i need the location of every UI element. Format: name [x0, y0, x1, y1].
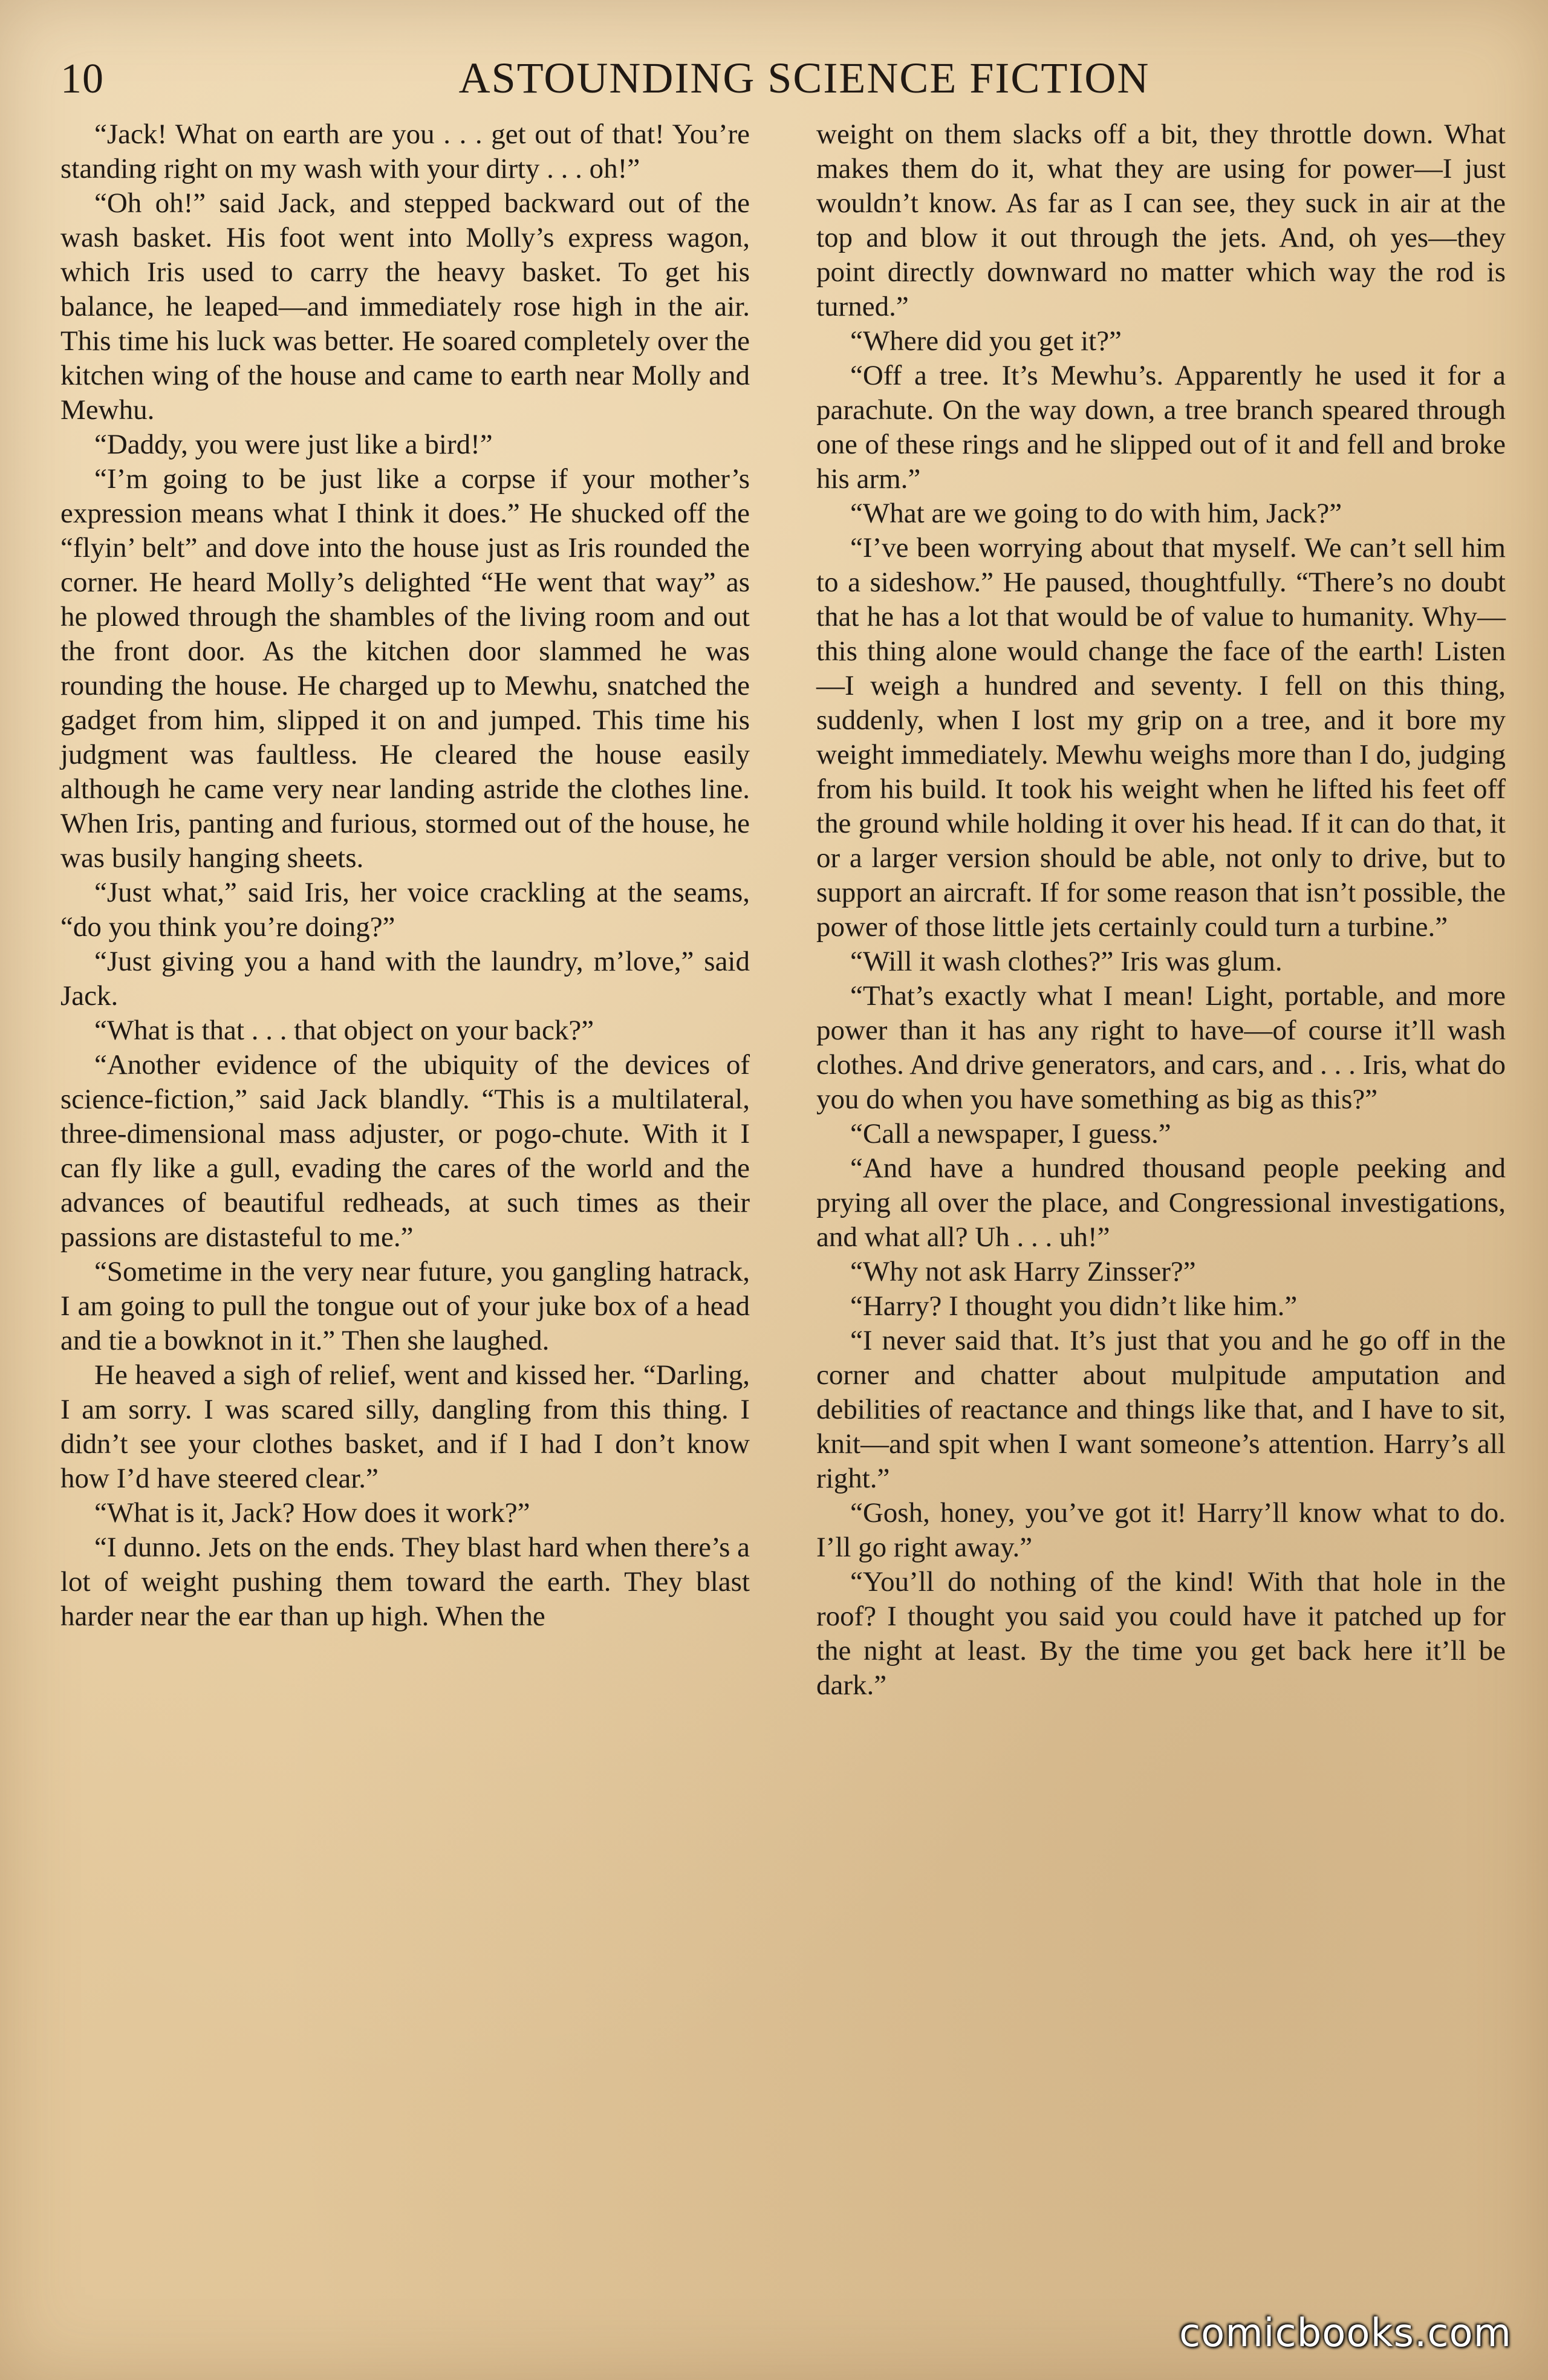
paragraph: “What are we going to do with him, Jack?” [850, 498, 1342, 529]
paragraph: “Just giving you a hand with the laundry, m’love,” said Jack. [60, 946, 750, 1012]
paragraph: “Gosh, honey, you’ve got it! Harry’ll know what to do. I’ll go right away.” [816, 1497, 1506, 1563]
paragraph: “Daddy, you were just like a bird!” [94, 429, 493, 460]
paragraph: “Why not ask Harry Zinsser?” [850, 1256, 1196, 1287]
paragraph: “What is that . . . that object on your back?” [94, 1015, 594, 1046]
text-columns [60, 117, 1506, 1703]
paragraph: “What is it, Jack? How does it work?” [94, 1497, 530, 1529]
page-number: 10 [60, 56, 104, 102]
paragraph: “You’ll do nothing of the kind! With that hole in the roof? I thought you said you could have it patched up for the night at least. By the time you get back here it’ll be dark.” [816, 1566, 1506, 1701]
paragraph: “I’ve been worrying about that myself. We can’t sell him to a sideshow.” He paused, thoughtfully. “There’s no doubt that he has a lot that would be of value to humanity. Why—this thing alone would change the face of the earth! Listen—I weigh a hundred and seventy. I fell on this thing, suddenly, when I lost my grip on a tree, and it bore my weight immediately. Mewhu weighs more than I do, judging from his build. It took his weight when he lifted his feet off the ground while holding it over his head. If it can do that, it or a larger version should be able, not only to drive, but to support an aircraft. If for some reason that isn’t possible, the power of those little jets certainly could turn a turbine.” [816, 532, 1506, 943]
paragraph-continued: weight on them slacks off a bit, they throttle down. What makes them do it, what they are using for power—I just wouldn’t know. As far as I can see, they suck in air at the top and blow it out through the jets. And, oh yes—they point directly downward no matter which way the rod is turned.” [816, 119, 1506, 322]
paragraph: “Another evidence of the ubiquity of the devices of science-fiction,” said Jack blandly. “This is a multilateral, three-dimensional mass adjuster, or pogo-chute. With it I can fly like a gull, evading the cares of the world and the advances of beautiful redheads, at such times as their passions are distasteful to me.” [60, 1049, 750, 1253]
paragraph: “Harry? I thought you didn’t like him.” [850, 1290, 1298, 1322]
paragraph: “Will it wash clothes?” Iris was glum. [850, 946, 1283, 977]
paragraph: “Jack! What on earth are you . . . get out of that! You’re standing right on my wash with your dirty . . . oh!” [60, 119, 750, 184]
page-header [60, 53, 1506, 111]
right-column [816, 117, 1506, 1703]
paragraph: “And have a hundred thousand people peeking and prying all over the place, and Congressional investigations, and what all? Uh . . . uh!” [816, 1153, 1506, 1253]
paragraph: “I’m going to be just like a corpse if your mother’s expression means what I think it does.” He shucked off the “flyin’ belt” and dove into the house just as Iris rounded the corner. He heard Molly’s delighted “He went that way” as he plowed through the shambles of the living room and out the front door. As the kitchen door slammed he was rounding the house. He charged up to Mewhu, snatched the gadget from him, slipped it on and jumped. This time his judgment was faultless. He cleared the house easily although he came very near landing astride the clothes line. When Iris, panting and furious, stormed out of the house, he was busily hanging sheets. [60, 463, 750, 874]
paragraph: “I never said that. It’s just that you and he go off in the corner and chatter about mulpitude amputation and debilities of reactance and things like that, and I have to sit, knit—and spit when I want someone’s attention. Harry’s all right.” [816, 1325, 1506, 1494]
paragraph: “Oh oh!” said Jack, and stepped backward out of the wash basket. His foot went into Molly’s express wagon, which Iris used to carry the heavy basket. To get his balance, he leaped—and immediately rose high in the air. This time his luck was better. He soared completely over the kitchen wing of the house and came to earth near Molly and Mewhu. [60, 187, 750, 426]
paragraph: He heaved a sigh of relief, went and kissed her. “Darling, I am sorry. I was scared silly, dangling from this thing. I didn’t see your clothes basket, and if I had I don’t know how I’d have steered clear.” [60, 1359, 750, 1494]
paragraph: “Call a newspaper, I guess.” [850, 1118, 1171, 1149]
paragraph: “Just what,” said Iris, her voice crackling at the seams, “do you think you’re doing?” [60, 877, 750, 943]
paragraph: “Where did you get it?” [850, 325, 1122, 357]
running-head: ASTOUNDING SCIENCE FICTION [458, 54, 1150, 102]
paragraph: “Off a tree. It’s Mewhu’s. Apparently he used it for a parachute. On the way down, a tree branch speared through one of these rings and he slipped out of it and fell and broke his arm.” [816, 360, 1506, 495]
paragraph: “I dunno. Jets on the ends. They blast hard when there’s a lot of weight pushing them toward the earth. They blast harder near the ear than up high. When the [60, 1532, 750, 1632]
site-watermark: comicbooks.com [1179, 2311, 1512, 2356]
paragraph: “Sometime in the very near future, you gangling hatrack, I am going to pull the tongue out of your juke box of a head and tie a bowknot in it.” Then she laughed. [60, 1256, 750, 1356]
left-column [60, 117, 750, 1703]
paragraph: “That’s exactly what I mean! Light, portable, and more power than it has any right to have—of course it’ll wash clothes. And drive generators, and cars, and . . . Iris, what do you do when you have something as big as this?” [816, 980, 1506, 1115]
